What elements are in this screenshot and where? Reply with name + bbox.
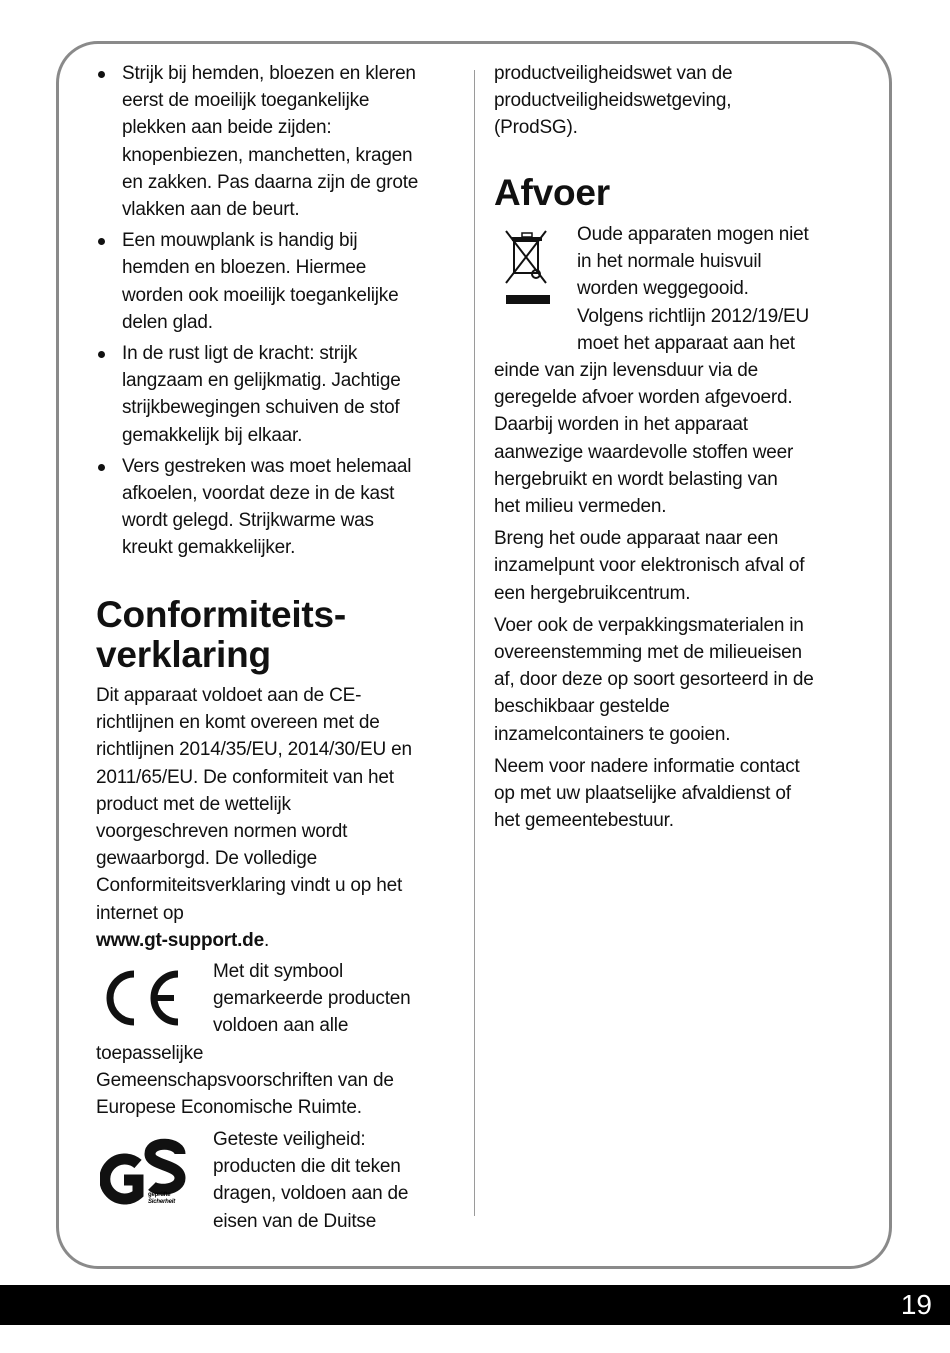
text-line: plekken aan beide zijden: — [122, 117, 332, 139]
text-line: vlakken aan de beurt. — [122, 199, 300, 221]
support-link[interactable]: www.gt-support.de — [96, 929, 264, 951]
text-line: langzaam en gelijkmatig. Jachtige — [122, 370, 401, 392]
text-line: Vers gestreken was moet helemaal — [122, 455, 412, 477]
text-line: Voer ook de verpakkingsmaterialen in — [494, 614, 804, 636]
paragraph — [494, 525, 859, 607]
text-line: in het normale huisvuil — [577, 251, 762, 273]
prodsg-continuation — [494, 60, 859, 142]
text-line: beschikbaar gestelde — [494, 696, 670, 718]
ce-block — [96, 958, 461, 1121]
text-line: gewaarborgd. De volledige — [96, 848, 318, 870]
text-line: productveiligheidswet van de — [494, 63, 733, 84]
ironing-tips-list — [96, 60, 461, 566]
column-divider — [474, 70, 475, 1216]
text-line: richtlijnen 2014/35/EU, 2014/30/EU en — [96, 739, 412, 761]
page-number: 19 — [900, 1289, 932, 1320]
text-line: In de rust ligt de kracht: strijk — [122, 343, 358, 365]
text-line: strijkbewegingen schuiven de stof — [122, 397, 400, 419]
text-line: gemarkeerde producten — [213, 988, 411, 1010]
paragraph — [494, 612, 859, 748]
text-line: richtlijnen en komt overeen met de — [96, 712, 380, 734]
text-line: Gemeenschapsvoorschriften van de — [96, 1069, 394, 1091]
text-line: het gemeentebestuur. — [494, 810, 674, 832]
text-line: geregelde afvoer worden afgevoerd. — [494, 387, 793, 409]
gs-block — [96, 1126, 461, 1235]
list-item — [96, 340, 461, 449]
conformity-heading — [96, 595, 461, 675]
page-footer — [0, 1285, 950, 1325]
svg-text:geprüfte: geprüfte — [148, 1192, 171, 1198]
text-line: Daarbij worden in het apparaat — [494, 414, 748, 436]
text-line: Europese Economische Ruimte. — [96, 1097, 362, 1119]
paragraph — [494, 753, 859, 835]
text-line: en zakken. Pas daarna zijn de grote — [122, 171, 419, 193]
ce-mark-icon — [100, 970, 182, 1026]
text-line: Strijk bij hemden, bloezen en kleren — [122, 63, 416, 84]
text-line: af, door deze op soort gesorteerd in de — [494, 669, 814, 691]
text-line: 2011/65/EU. De conformiteit van het — [96, 766, 394, 788]
text-line: Conformiteitsverklaring vindt u op het — [96, 875, 403, 897]
text-line: Breng het oude apparaat naar een — [494, 528, 779, 550]
text-line: op met uw plaatselijke afvaldienst of — [494, 783, 791, 805]
text-line: dragen, voldoen aan de — [213, 1183, 409, 1205]
bullet-icon — [98, 464, 105, 471]
text-line: Volgens richtlijn 2012/19/EU — [577, 305, 810, 327]
text-line: Een mouwplank is handig bij — [122, 230, 358, 252]
text-line: eerst de moeilijk toegankelijke — [122, 90, 370, 112]
text-line: hemden en bloezen. Hiermee — [122, 257, 367, 279]
text-line: Oude apparaten mogen niet — [577, 224, 809, 245]
weee-bin-icon — [502, 227, 552, 307]
list-item — [96, 227, 461, 336]
text-line: einde van zijn levensduur via de — [494, 360, 758, 382]
svg-text:Sicherheit: Sicherheit — [148, 1199, 176, 1205]
text-line: toepasselijke — [96, 1042, 204, 1064]
text-line: moet het apparaat aan het — [577, 332, 795, 354]
text-line: gemakkelijk bij elkaar. — [122, 424, 303, 446]
disposal-heading: Afvoer — [494, 172, 610, 213]
text-line: voldoen aan alle — [213, 1015, 349, 1037]
text-line: een hergebruikcentrum. — [494, 582, 691, 604]
text-line: kreukt gemakkelijker. — [122, 537, 296, 559]
text-line: internet op — [96, 902, 184, 924]
text-line: het milieu vermeden. — [494, 496, 667, 518]
text-line: overeenstemming met de milieueisen — [494, 642, 802, 664]
text-line: aanwezige waardevolle stoffen weer — [494, 441, 794, 463]
text-line: eisen van de Duitse — [213, 1210, 377, 1232]
gs-safety-logo-icon — [100, 1136, 186, 1206]
text-line: Met dit symbool — [213, 961, 344, 982]
text-line: verklaring — [96, 634, 271, 675]
list-item — [96, 60, 461, 223]
text-line: knopenbiezen, manchetten, kragen — [122, 144, 413, 166]
text-line: delen glad. — [122, 311, 213, 333]
text-line: (ProdSG). — [494, 117, 578, 139]
text-line: Conformiteits- — [96, 594, 347, 635]
conformity-paragraph: Dit apparaat voldoet aan de CE- richtlijnen en komt overeen met de richtlijnen 2014/35/EU, 2014/30/EU en 2011/65/EU. De conformiteit van het product met de wettelijk voorgeschreven normen wordt gewaarborgd. De volledige Conformiteitsverklaring vindt u op het internet op www.gt-support.de. — [96, 682, 461, 954]
list-item — [96, 453, 461, 562]
text-line: afkoelen, voordat deze in de kast — [122, 483, 395, 505]
text-line: producten die dit teken — [213, 1156, 401, 1178]
bullet-icon — [98, 238, 105, 245]
bullet-icon — [98, 351, 105, 358]
text-line: voorgeschreven normen wordt — [96, 821, 348, 843]
text-line: product met de wettelijk — [96, 793, 291, 815]
text-line: worden weggegooid. — [577, 278, 749, 300]
text-line: inzamelcontainers te gooien. — [494, 723, 731, 745]
disposal-paragraph — [494, 221, 859, 834]
text-line: Geteste veiligheid: — [213, 1129, 366, 1150]
text-line: worden ook moeilijk toegankelijke — [122, 284, 399, 306]
text-line: Neem voor nadere informatie contact — [494, 755, 800, 777]
text-line: wordt gelegd. Strijkwarme was — [122, 510, 374, 532]
text-line: productveiligheidswetgeving, — [494, 90, 732, 112]
text-line: inzamelpunt voor elektronisch afval of — [494, 555, 805, 577]
text-line: Dit apparaat voldoet aan de CE- — [96, 685, 362, 706]
bullet-icon — [98, 71, 105, 78]
text-line: hergebruikt en wordt belasting van — [494, 468, 778, 490]
